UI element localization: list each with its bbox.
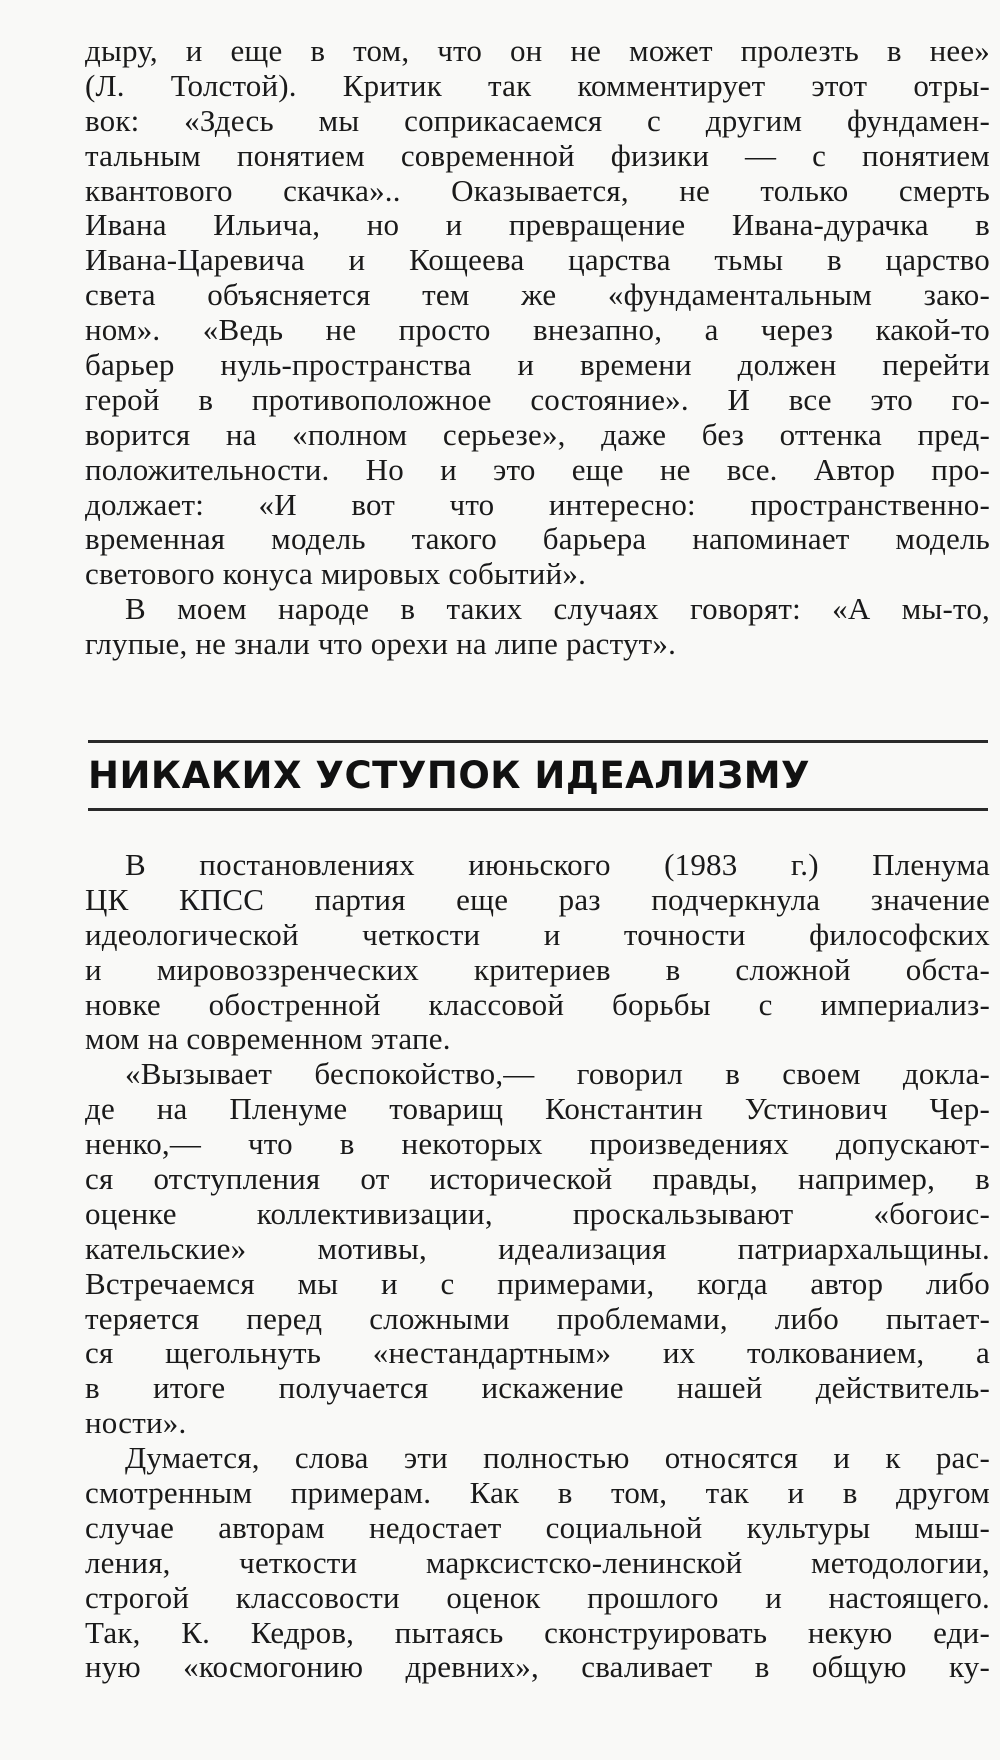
text-line: ности». xyxy=(85,1405,187,1441)
text-line: барьер нуль-пространства и времени должен перейти xyxy=(85,347,990,383)
text-line: герой в противоположное состояние». И все это го- xyxy=(85,381,990,417)
text-line: ную «космогонию древних», сваливает в общую ку- xyxy=(85,1649,990,1685)
text-line: ворится на «полном серьезе», даже без оттенка пред- xyxy=(85,416,990,452)
text-line: теряется перед сложными проблемами, либо пытает- xyxy=(85,1300,990,1336)
text-line: оценке коллективизации, проскальзывают «богоис- xyxy=(85,1195,990,1231)
text-line: должает: «И вот что интересно: пространственно- xyxy=(85,486,990,522)
text-line: Встречаемся мы и с примерами, когда автор либо xyxy=(85,1265,990,1301)
text-line: смотренным примерам. Как в том, так и в другом xyxy=(85,1475,990,1511)
text-line: де на Пленуме товарищ Константин Устинович Чер- xyxy=(85,1091,990,1127)
text-line: дыру, и еще в том, что он не может пролезть в нее» xyxy=(85,33,990,68)
text-line: «Вызывает беспокойство,— говорил в своем докла- xyxy=(125,1056,990,1092)
text-line: положительности. Но и это еще не все. Автор про- xyxy=(85,451,990,487)
text-line: случае авторам недостает социальной культуры мыш- xyxy=(85,1509,990,1545)
article-continuation xyxy=(85,34,990,662)
text-line: Думается, слова эти полностью относятся и к рас- xyxy=(125,1440,990,1476)
text-line: ся щегольнуть «нестандартным» их толкованием, а xyxy=(85,1335,990,1371)
text-line: вок: «Здесь мы соприкасаемся с другим фундамен- xyxy=(85,102,990,138)
text-line: идеологической четкости и точности философских xyxy=(85,916,990,952)
text-line: В моем народе в таких случаях говорят: «А мы-то, xyxy=(125,591,990,627)
text-line: и мировоззренческих критериев в сложной обста- xyxy=(85,951,990,987)
text-line: кательские» мотивы, идеализация патриархальщины. xyxy=(85,1230,990,1266)
section-heading: НИКАКИХ УСТУПОК ИДЕАЛИЗМУ xyxy=(88,754,811,797)
text-line: света объясняется тем же «фундаментальным зако- xyxy=(85,277,990,313)
text-line: Так, К. Кедров, пытаясь сконструировать некую еди- xyxy=(85,1614,990,1650)
text-line: временная модель такого барьера напоминает модель xyxy=(85,521,990,557)
text-line: ления, четкости марксистско-ленинской методологии, xyxy=(85,1544,990,1580)
text-line: В постановлениях июньского (1983 г.) Пленума xyxy=(125,847,990,882)
text-line: мом на современном этапе. xyxy=(85,1021,451,1057)
text-line: ЦК КПСС партия еще раз подчеркнула значение xyxy=(85,881,990,917)
text-line: глупые, не знали что орехи на липе растут». xyxy=(85,626,677,662)
text-line: квантового скачка».. Оказывается, не только смерть xyxy=(85,172,990,208)
text-line: (Л. Толстой). Критик так комментирует этот отры- xyxy=(85,67,990,103)
text-line: в итоге получается искажение нашей действитель- xyxy=(85,1370,990,1406)
text-line: ся отступления от исторической правды, например, в xyxy=(85,1161,990,1197)
text-line: тальным понятием современной физики — с понятием xyxy=(85,137,990,173)
text-line: ненко,— что в некоторых произведениях допускают- xyxy=(85,1126,990,1162)
heading-rule-top xyxy=(88,740,988,743)
text-line: Ивана-Царевича и Кощеева царства тьмы в царство xyxy=(85,242,990,278)
text-line: светового конуса мировых событий». xyxy=(85,556,587,592)
text-line: новке обостренной классовой борьбы с империализ- xyxy=(85,986,990,1022)
text-line: строгой классовости оценок прошлого и настоящего. xyxy=(85,1579,990,1615)
section-body xyxy=(85,848,990,1685)
text-line: Ивана Ильича, но и превращение Ивана-дурачка в xyxy=(85,207,990,243)
text-line: ном». «Ведь не просто внезапно, а через какой-то xyxy=(85,312,990,348)
heading-rule-bottom xyxy=(88,808,988,811)
